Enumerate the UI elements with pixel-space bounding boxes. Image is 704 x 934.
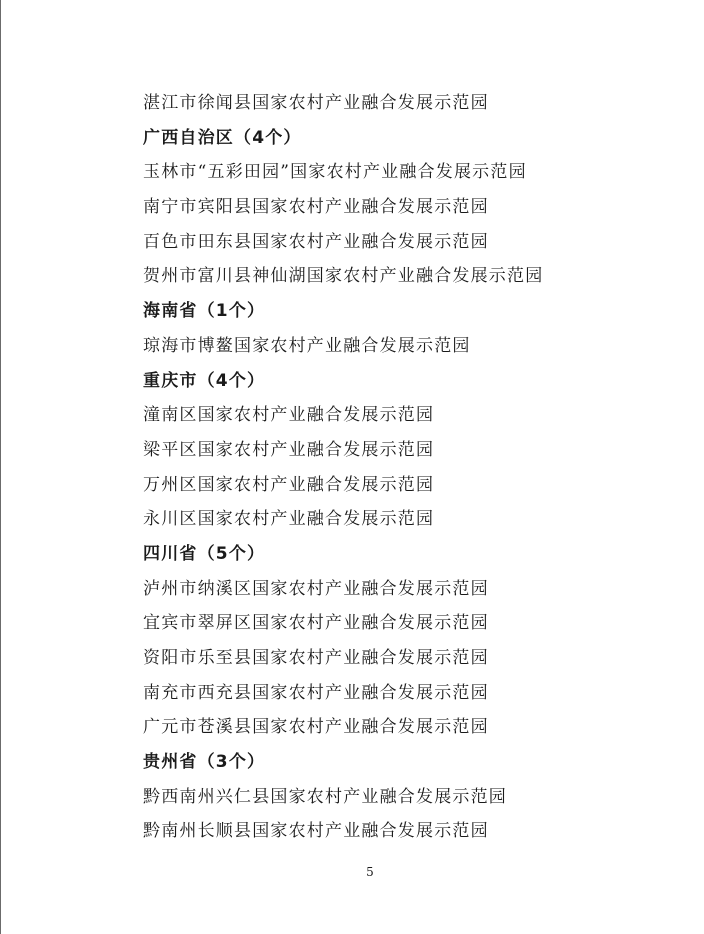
list-item: 南宁市宾阳县国家农村产业融合发展示范园 <box>143 197 489 218</box>
list-item: 梁平区国家农村产业融合发展示范园 <box>143 439 435 460</box>
section-heading-guangxi: 广西自治区（4个） <box>143 127 302 148</box>
list-item: 黔西南州兴仁县国家农村产业融合发展示范园 <box>143 786 507 807</box>
list-item: 宜宾市翠屏区国家农村产业融合发展示范园 <box>143 613 489 634</box>
list-item: 资阳市乐至县国家农村产业融合发展示范园 <box>143 648 489 668</box>
list-item: 潼南区国家农村产业融合发展示范园 <box>143 405 435 426</box>
section-heading-hainan: 海南省（1个） <box>143 301 266 322</box>
list-item: 百色市田东县国家农村产业融合发展示范园 <box>143 231 489 252</box>
list-item: 广元市苍溪县国家农村产业融合发展示范园 <box>143 717 489 738</box>
list-item: 玉林市“五彩田园”国家农村产业融合发展示范园 <box>143 162 527 183</box>
page-number: 5 <box>366 865 374 879</box>
list-item: 永川区国家农村产业融合发展示范园 <box>143 509 435 530</box>
section-heading-guizhou: 贵州省（3个） <box>143 752 266 773</box>
list-item: 南充市西充县国家农村产业融合发展示范园 <box>143 682 489 703</box>
list-item: 琼海市博鳌国家农村产业融合发展示范园 <box>143 335 471 356</box>
list-item: 贺州市富川县神仙湖国家农村产业融合发展示范园 <box>143 266 544 287</box>
list-item: 黔南州长顺县国家农村产业融合发展示范园 <box>143 821 489 842</box>
list-item: 万州区国家农村产业融合发展示范园 <box>143 474 435 495</box>
document-body <box>143 86 683 849</box>
section-heading-sichuan: 四川省（5个） <box>143 543 266 564</box>
page-edge <box>0 0 1 934</box>
list-item: 泸州市纳溪区国家农村产业融合发展示范园 <box>143 578 489 599</box>
section-heading-chongqing: 重庆市（4个） <box>143 370 266 391</box>
list-item: 湛江市徐闻县国家农村产业融合发展示范园 <box>143 93 489 113</box>
